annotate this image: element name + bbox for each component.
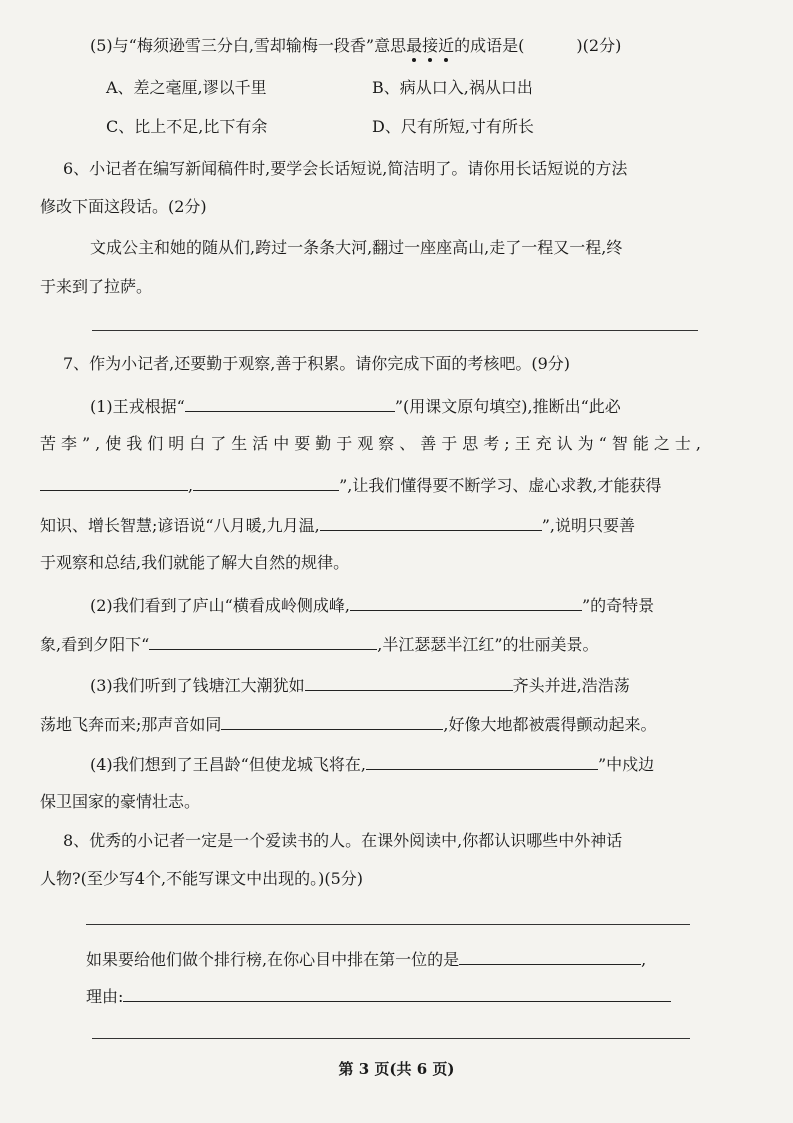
- q7-part1-line2: 苦李”,使我们明白了生活中要勤于观察、善于思考;王充认为“智能之士,: [40, 434, 706, 453]
- q8-text: 如果要给他们做个排行榜,在你心目中排在第一位的是: [86, 950, 460, 969]
- q5-stem-text: 的成语是(: [454, 36, 525, 55]
- q5-option-d: D、尺有所短,寸有所长: [372, 117, 534, 136]
- emphasis-char: 最: [406, 36, 423, 55]
- fill-blank[interactable]: [320, 516, 542, 531]
- q8-answer-line-2[interactable]: [92, 1038, 690, 1039]
- fill-blank[interactable]: [185, 397, 395, 412]
- q8-stem-line2: 人物?(至少写4个,不能写课文中出现的。)(5分): [40, 869, 363, 888]
- page-number: 第 3 页(共 6 页): [338, 1060, 455, 1078]
- q7-text: ”的奇特景: [581, 596, 655, 615]
- q7-part1-line3: [40, 476, 661, 494]
- q6-passage-line1: 文成公主和她的随从们,跨过一条条大河,翻过一座座高山,走了一程又一程,终: [90, 238, 623, 257]
- q7-text: ”,说明只要善: [541, 516, 636, 535]
- q7-part3-line1: [90, 676, 630, 694]
- q7-text: ”(用课文原句填空),推断出“此必: [394, 397, 621, 416]
- q7-text: 知识、增长智慧;谚语说“八月暖,九月温,: [40, 516, 320, 535]
- q5-option-c: C、比上不足,比下有余: [106, 117, 268, 136]
- q5-stem-text: (5)与“梅须逊雪三分白,雪却输梅一段香”意思: [90, 36, 407, 55]
- q8-stem-line1: 8、优秀的小记者一定是一个爱读书的人。在课外阅读中,你都认识哪些中外神话: [63, 831, 623, 850]
- fill-blank[interactable]: [149, 635, 377, 650]
- q8-reason-line: [86, 987, 671, 1005]
- q5-stem: [90, 38, 621, 54]
- q6-passage-line2: 于来到了拉萨。: [40, 277, 153, 296]
- q7-part1-line5: 于观察和总结,我们就能了解大自然的规律。: [40, 553, 350, 572]
- q7-part3-line2: [40, 715, 657, 733]
- fill-blank[interactable]: [40, 476, 188, 491]
- q7-text: ,: [188, 476, 194, 495]
- q7-part1-line1: [90, 397, 621, 415]
- q7-text: (2)我们看到了庐山“横看成岭侧成峰,: [90, 596, 350, 615]
- q5-option-a: A、差之毫厘,谬以千里: [106, 78, 267, 97]
- q7-text: ,半江瑟瑟半江红”的壮丽美景。: [377, 635, 599, 654]
- q5-score: )(2分): [576, 36, 622, 55]
- q6-stem-line1: 6、小记者在编写新闻稿件时,要学会长话短说,简洁明了。请你用长话短说的方法: [63, 159, 628, 178]
- emphasis-char: 接: [422, 36, 439, 55]
- q7-text: ,好像大地都被震得颤动起来。: [443, 715, 657, 734]
- q7-text: 荡地飞奔而来;那声音如同: [40, 715, 222, 734]
- q7-text: ”中戍边: [597, 755, 655, 774]
- emphasis-char: 近: [438, 36, 455, 55]
- q8-answer-line[interactable]: [86, 924, 690, 925]
- q7-part1-line4: [40, 516, 635, 534]
- q7-part2-line1: [90, 596, 654, 614]
- fill-blank[interactable]: [221, 715, 443, 730]
- q7-part4-line2: 保卫国家的豪情壮志。: [40, 792, 201, 811]
- q8-reason-label: 理由:: [86, 987, 124, 1006]
- q8-text: ,: [641, 950, 647, 969]
- fill-blank[interactable]: [193, 476, 339, 491]
- q7-text: (4)我们想到了王昌龄“但使龙城飞将在,: [90, 755, 366, 774]
- q5-option-b: B、病从口入,祸从口出: [372, 78, 533, 97]
- q7-text: ”,让我们懂得要不断学习、虚心求教,才能获得: [339, 476, 662, 495]
- fill-blank[interactable]: [123, 987, 671, 1002]
- q6-stem-line2: 修改下面这段话。(2分): [40, 197, 207, 216]
- q7-text: 齐头并进,浩浩荡: [512, 676, 630, 695]
- q7-text: 象,看到夕阳下“: [40, 635, 150, 654]
- fill-blank[interactable]: [459, 950, 641, 965]
- q6-answer-line[interactable]: [92, 330, 698, 331]
- q7-part4-line1: [90, 755, 654, 773]
- fill-blank[interactable]: [366, 755, 598, 770]
- q7-intro: 7、作为小记者,还要勤于观察,善于积累。请你完成下面的考核吧。(9分): [63, 354, 571, 373]
- q7-part2-line2: [40, 635, 599, 653]
- fill-blank[interactable]: [305, 676, 513, 691]
- q7-text: (1)王戎根据“: [90, 397, 185, 416]
- q8-rank-line: [86, 950, 646, 968]
- fill-blank[interactable]: [350, 596, 582, 611]
- q7-text: (3)我们听到了钱塘江大潮犹如: [90, 676, 305, 695]
